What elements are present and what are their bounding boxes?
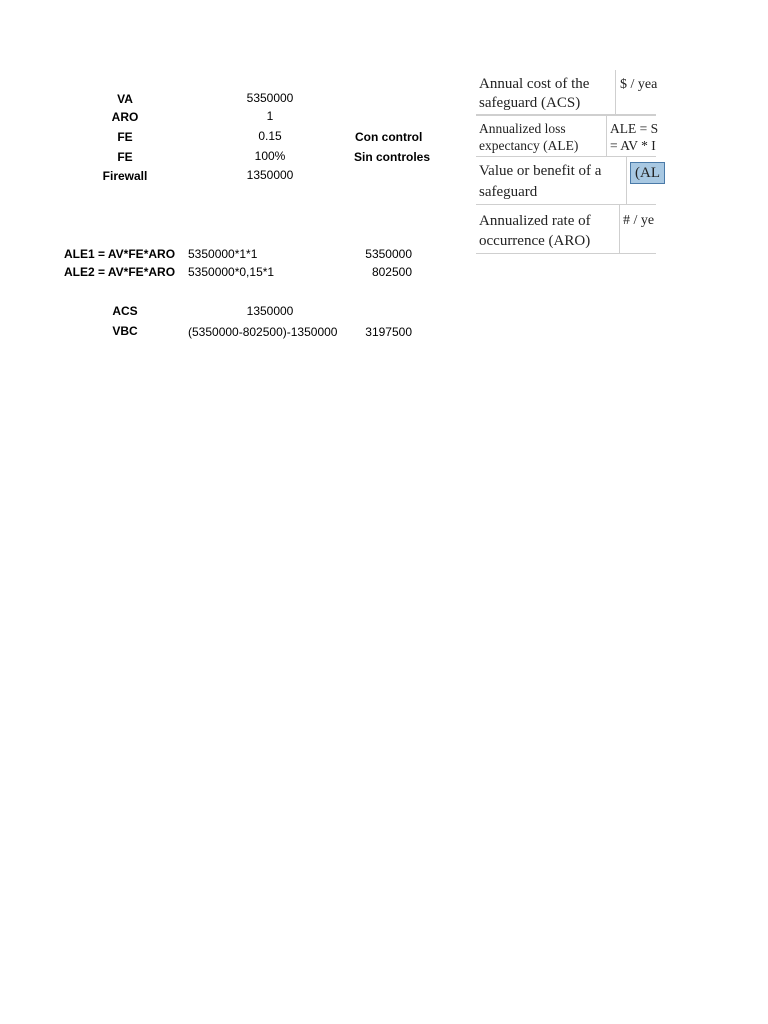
aro-label: ARO — [111, 110, 139, 124]
ref-row-value — [610, 120, 658, 154]
ref-row-value-benefit — [476, 156, 660, 205]
aro-value: 1 — [266, 109, 274, 123]
ref-row-value-line2: = AV * I — [610, 138, 656, 153]
ref-row-label: Annual cost of the safeguard (ACS) — [479, 76, 590, 111]
acs-value: 1350000 — [246, 304, 294, 318]
reference-table-image — [476, 70, 660, 254]
ref-row-value: $ / yea — [620, 77, 658, 92]
ale2-formula: 5350000*0,15*1 — [188, 265, 275, 279]
vbc-result: 3197500 — [365, 325, 412, 339]
ale2-label: ALE2 = AV*FE*ARO — [64, 265, 176, 279]
va-value: 5350000 — [246, 91, 294, 105]
fe-note-uncontrolled: Sin controles — [354, 150, 431, 164]
ref-row-ale — [476, 115, 659, 157]
ref-row-value: # / ye — [623, 213, 655, 228]
ref-row-label: Value or benefit of a safeguard — [479, 163, 602, 200]
fe-value-controlled: 0.15 — [258, 129, 282, 143]
va-label: VA — [117, 92, 133, 106]
ale1-result: 5350000 — [365, 247, 412, 261]
acs-label: ACS — [112, 304, 138, 318]
ale1-label: ALE1 = AV*FE*ARO — [64, 247, 176, 261]
vbc-formula: (5350000-802500)-1350000 — [188, 325, 338, 339]
fe-label-controlled: FE — [117, 130, 133, 144]
ref-row-value-highlighted: (AL — [630, 162, 665, 184]
fe-label-uncontrolled: FE — [117, 150, 133, 164]
firewall-value: 1350000 — [246, 168, 294, 182]
ale2-result: 802500 — [371, 265, 412, 279]
ref-row-aro — [476, 205, 656, 254]
vbc-label: VBC — [112, 324, 138, 338]
fe-value-uncontrolled: 100% — [254, 149, 286, 163]
ale1-formula: 5350000*1*1 — [188, 247, 258, 261]
fe-note-controlled: Con control — [355, 130, 423, 144]
ref-row-label: Annualized loss expectancy (ALE) — [479, 121, 579, 153]
firewall-label: Firewall — [102, 169, 148, 183]
ref-row-acs — [476, 70, 656, 115]
ref-row-label: Annualized rate of occurrence (ARO) — [479, 213, 591, 249]
ref-row-value-line1: ALE = S — [610, 121, 659, 136]
